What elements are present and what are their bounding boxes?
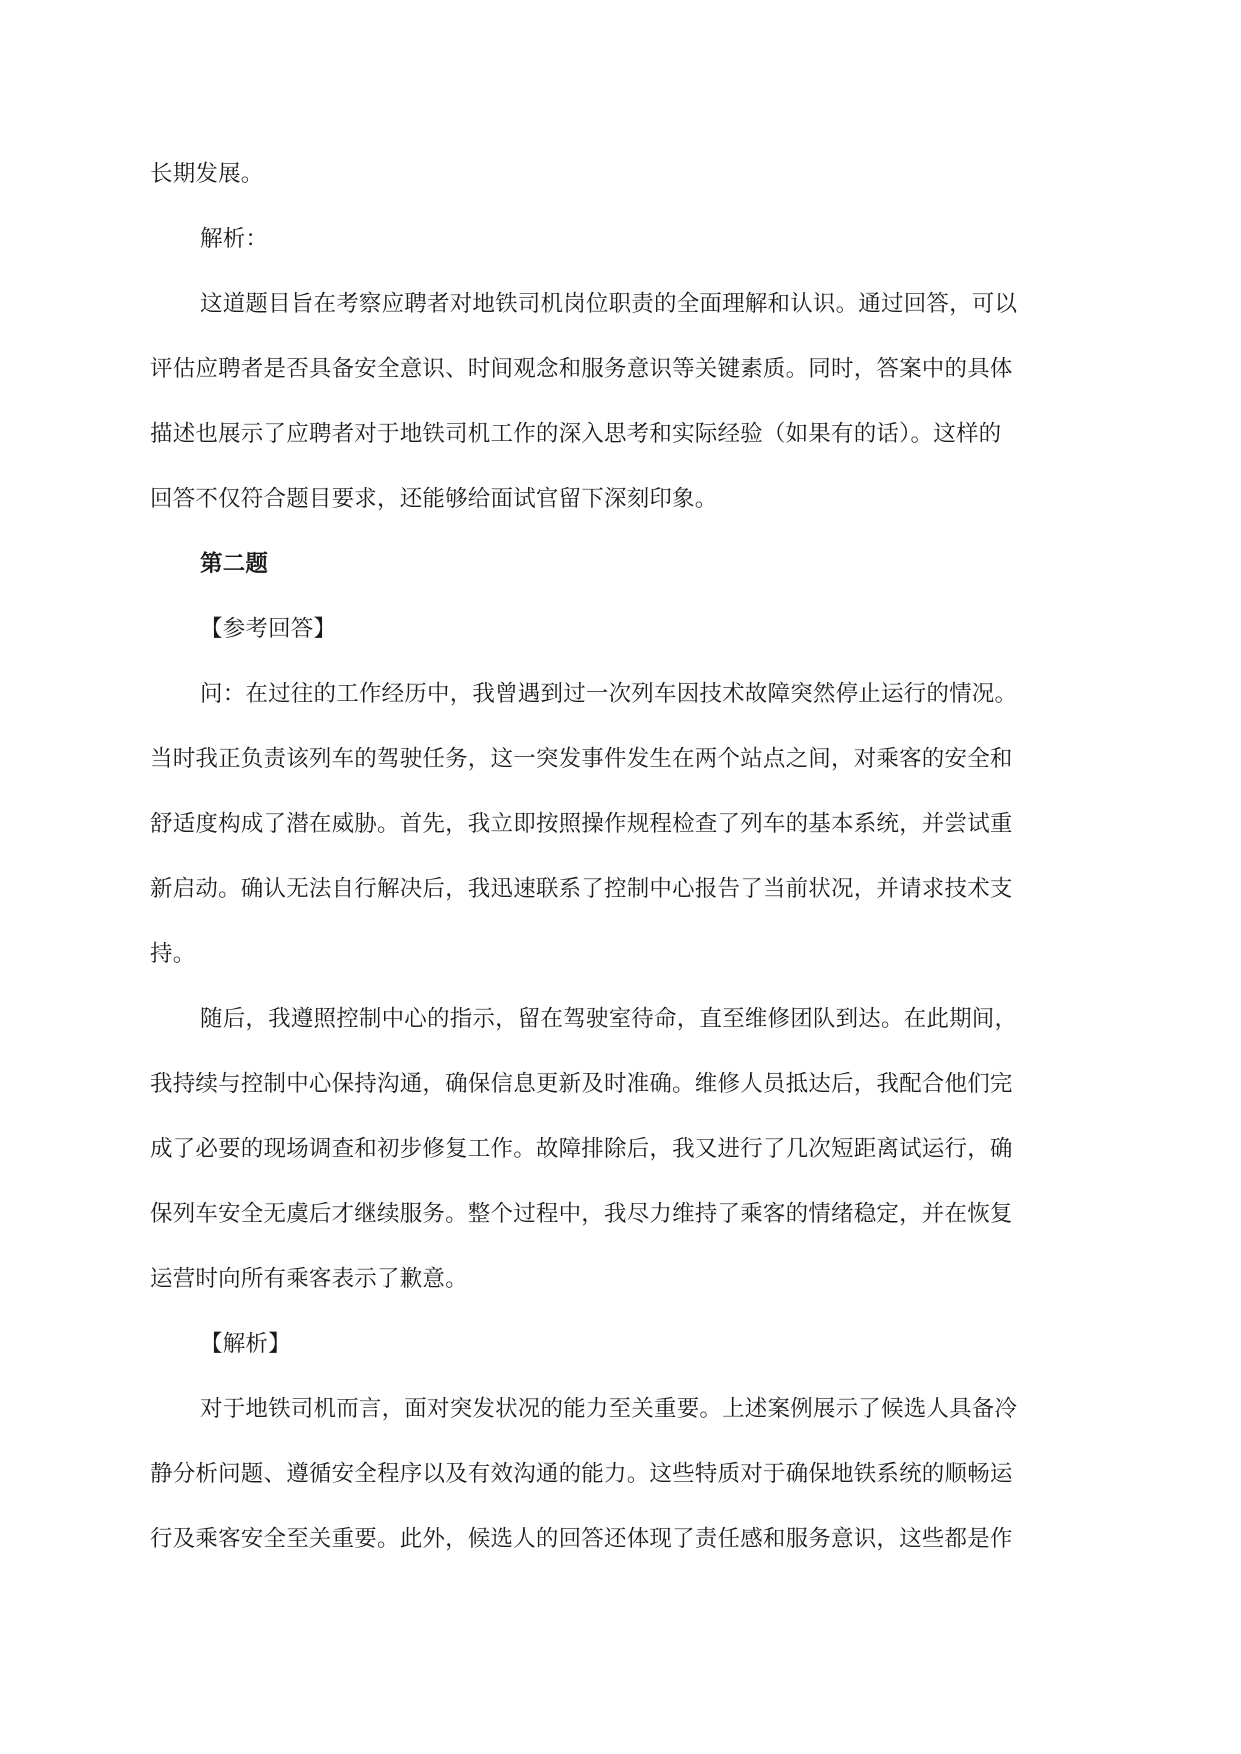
question-heading: 第二题 — [200, 551, 269, 577]
text-line: 回答不仅符合题目要求，还能够给面试官留下深刻印象。 — [150, 486, 718, 512]
text-line: 对于地铁司机而言，面对突发状况的能力至关重要。上述案例展示了候选人具备冷 — [200, 1396, 1018, 1422]
text-line: 评估应聘者是否具备安全意识、时间观念和服务意识等关键素质。同时，答案中的具体 — [150, 356, 1013, 382]
text-line: 当时我正负责该列车的驾驶任务，这一突发事件发生在两个站点之间，对乘客的安全和 — [150, 746, 1013, 772]
text-line: 描述也展示了应聘者对于地铁司机工作的深入思考和实际经验（如果有的话）。这样的 — [150, 421, 1002, 447]
analysis-label: 解析： — [200, 226, 269, 252]
text-line: 静分析问题、遵循安全程序以及有效沟通的能力。这些特质对于确保地铁系统的顺畅运 — [150, 1461, 1013, 1487]
text-line: 问：在过往的工作经历中，我曾遇到过一次列车因技术故障突然停止运行的情况。 — [200, 681, 1018, 707]
text-line: 成了必要的现场调查和初步修复工作。故障排除后，我又进行了几次短距离试运行，确 — [150, 1136, 1013, 1162]
text-line: 舒适度构成了潜在威胁。首先，我立即按照操作规程检查了列车的基本系统，并尝试重 — [150, 811, 1013, 837]
text-line: 我持续与控制中心保持沟通，确保信息更新及时准确。维修人员抵达后，我配合他们完 — [150, 1071, 1013, 1097]
text-line: 持。 — [150, 941, 196, 967]
document-page — [150, 142, 1090, 1572]
text-line: 随后，我遵照控制中心的指示，留在驾驶室待命，直至维修团队到达。在此期间， — [200, 1006, 1018, 1032]
text-line: 运营时向所有乘客表示了歉意。 — [150, 1266, 468, 1292]
text-line: 行及乘客安全至关重要。此外，候选人的回答还体现了责任感和服务意识，这些都是作 — [150, 1526, 1013, 1552]
text-line: 保列车安全无虞后才继续服务。整个过程中，我尽力维持了乘客的情绪稳定，并在恢复 — [150, 1201, 1013, 1227]
text-line: 新启动。确认无法自行解决后，我迅速联系了控制中心报告了当前状况，并请求技术支 — [150, 876, 1013, 902]
reference-answer-label: 【参考回答】 — [200, 616, 337, 642]
text-line: 长期发展。 — [150, 161, 264, 187]
text-line: 这道题目旨在考察应聘者对地铁司机岗位职责的全面理解和认识。通过回答，可以 — [200, 291, 1018, 317]
analysis-label: 【解析】 — [200, 1331, 291, 1357]
